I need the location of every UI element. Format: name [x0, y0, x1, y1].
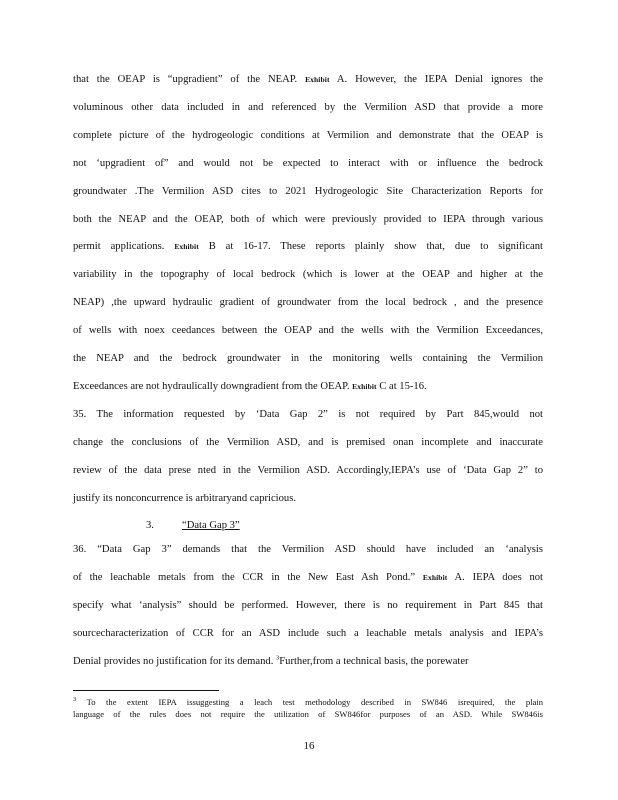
text-line: [73, 408, 543, 422]
text-line: [73, 157, 543, 171]
text-line: [73, 213, 543, 227]
line-text: permit applications.: [73, 241, 175, 253]
line-text: A. However, the IEPA Denial ignores the: [329, 74, 543, 85]
footnote-text: language of the rules does not require the utilization of SW846for purposes of an ASD. While SW846is: [73, 709, 543, 719]
line-text: A. IEPA does not: [447, 571, 543, 583]
text-line: [73, 296, 543, 310]
line-text: C at 15-16.: [376, 380, 427, 392]
text-line: [73, 436, 543, 450]
text-line: [73, 352, 543, 366]
line-text: NEAP) ,the upward hydraulic gradient of groundwater from the local bedrock , and the presence: [73, 297, 543, 309]
footnote-marker: 3: [73, 696, 77, 704]
footnote-line: [73, 697, 543, 708]
footnote-marker: 3: [276, 654, 280, 662]
text-line: [73, 240, 543, 254]
line-text: groundwater .The Vermilion ASD cites to 2021 Hydrogeologic Site Characterization Reports for: [73, 185, 543, 197]
line-text: that the OEAP is “upgradient” of the NEAP.: [73, 74, 306, 85]
exhibit-ref: Exhibit: [174, 242, 199, 252]
line-text: the NEAP and the bedrock groundwater in the monitoring wells containing the Vermilion: [73, 353, 543, 364]
section-heading: “Data Gap 3”: [182, 520, 240, 531]
line-text: of the leachable metals from the CCR in the New East Ash Pond.”: [73, 571, 423, 583]
text-line: [73, 655, 543, 669]
line-text: justify its nonconcurrence is arbitraryand capricious.: [73, 492, 296, 504]
text-line: [73, 492, 543, 506]
line-text: voluminous other data included in and referenced by the Vermilion ASD that provide a more: [73, 101, 543, 113]
exhibit-ref: Exhibit: [305, 75, 330, 84]
line-text: not ‘upgradient of” and would not be expected to interact with or influence the bedrock: [73, 157, 543, 169]
text-line: [73, 73, 543, 87]
text-line: [73, 599, 543, 613]
line-text: Denial provides no justification for its demand.: [73, 655, 277, 667]
line-text: sourcecharacterization of CCR for an ASD include such a leachable metals analysis and IEPA’s: [73, 627, 543, 639]
line-text: variability in the topography of local bedrock (which is lower at the OEAP and higher at the: [73, 269, 543, 281]
text-line: [73, 101, 543, 115]
text-line: [73, 571, 543, 585]
exhibit-ref: Exhibit: [422, 572, 448, 582]
text-line: [73, 464, 543, 478]
text-line: [73, 185, 543, 199]
exhibit-ref: Exhibit: [352, 381, 377, 391]
line-text: Further,from a technical basis, the porewater: [279, 655, 469, 667]
line-text: Exceedances are not hydraulically downgradient from the OEAP.: [73, 380, 353, 392]
footnote-line: [73, 709, 543, 720]
footnote-text: To the extent IEPA issuggesting a leach test methodology described in SW846 isrequired, the plain: [76, 697, 543, 707]
text-line: [73, 543, 543, 557]
line-text: 36. “Data Gap 3” demands that the Vermilion ASD should have included an ‘analysis: [73, 544, 543, 555]
line-text: specify what ‘analysis” should be performed. However, there is no requirement in Part 845 that: [73, 599, 543, 611]
line-text: of wells with noex ceedances between the OEAP and the wells with the Vermilion Exceedances,: [73, 325, 543, 337]
line-text: B at 16-17. These reports plainly show that, due to significant: [198, 241, 543, 253]
line-text: review of the data prese nted in the Vermilion ASD. Accordingly,IEPA’s use of ‘Data Gap 2” to: [73, 464, 543, 476]
text-line: [73, 380, 543, 394]
line-text: complete picture of the hydrogeologic conditions at Vermilion and demonstrate that the OEAP is: [73, 129, 543, 141]
section-number: 3.: [146, 520, 154, 531]
text-line: [73, 627, 543, 641]
footnote-separator: [73, 690, 219, 691]
page-number: 16: [303, 740, 315, 752]
text-line: [73, 324, 543, 338]
line-text: both the NEAP and the OEAP, both of which were previously provided to IEPA through various: [73, 213, 543, 225]
line-text: 35. The information requested by ‘Data Gap 2” is not required by Part 845,would not: [73, 408, 543, 420]
text-line: [73, 129, 543, 143]
line-text: change the conclusions of the Vermilion ASD, and is premised onan incomplete and inaccurate: [73, 436, 543, 448]
text-line: [73, 268, 543, 282]
